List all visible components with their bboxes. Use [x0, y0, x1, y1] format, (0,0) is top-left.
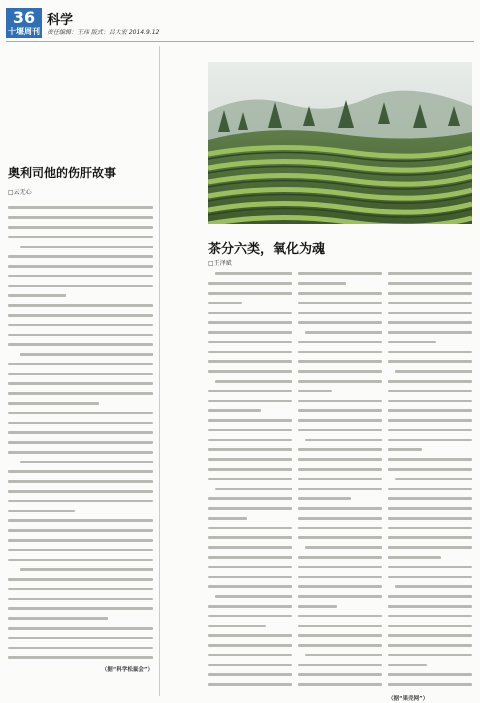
- text-line: [208, 527, 292, 534]
- text-line: [208, 419, 292, 426]
- text-line: [8, 441, 153, 448]
- text-line: [8, 206, 153, 213]
- text-line: [388, 673, 472, 680]
- text-line: [388, 458, 472, 465]
- text-line: [8, 314, 153, 321]
- text-line: [388, 566, 472, 573]
- text-line: [388, 272, 472, 279]
- text-line: [388, 488, 472, 495]
- text-line: [388, 517, 472, 524]
- text-line: [298, 576, 382, 583]
- text-line: [208, 292, 292, 299]
- text-line: [388, 360, 472, 367]
- text-line: [388, 556, 472, 563]
- text-line: [298, 654, 382, 661]
- text-line: [388, 429, 472, 436]
- text-line: [388, 478, 472, 485]
- text-line: [298, 331, 382, 338]
- text-line: [298, 527, 382, 534]
- text-line: [208, 341, 292, 348]
- text-line: [8, 285, 153, 292]
- text-line: [208, 429, 292, 436]
- text-line: [388, 312, 472, 319]
- text-line: [208, 439, 292, 446]
- text-line: [298, 488, 382, 495]
- text-line: [208, 458, 292, 465]
- text-line: [388, 390, 472, 397]
- text-line: [8, 392, 153, 399]
- text-line: [208, 272, 292, 279]
- page-header: [0, 0, 480, 42]
- right-article-title: 茶分六类，氧化为魂: [208, 242, 326, 257]
- right-article-source: （据“果壳网”）: [388, 696, 429, 702]
- text-line: [298, 448, 382, 455]
- text-line: [208, 546, 292, 553]
- text-line: [298, 380, 382, 387]
- text-line: [8, 549, 153, 556]
- text-line: [298, 458, 382, 465]
- text-line: [208, 409, 292, 416]
- text-line: [388, 292, 472, 299]
- text-line: [8, 353, 153, 360]
- text-line: [208, 576, 292, 583]
- text-line: [8, 363, 153, 370]
- text-line: [298, 605, 382, 612]
- text-line: [298, 351, 382, 358]
- text-line: [8, 265, 153, 272]
- column-divider: [159, 46, 160, 696]
- text-line: [388, 664, 472, 671]
- text-line: [8, 500, 153, 507]
- left-article-author: □云无心: [8, 189, 32, 196]
- text-line: [388, 341, 472, 348]
- text-line: [298, 468, 382, 475]
- text-line: [208, 370, 292, 377]
- left-article-title: 奥利司他的伤肝故事: [8, 166, 117, 180]
- text-line: [388, 439, 472, 446]
- text-line: [388, 370, 472, 377]
- text-line: [388, 634, 472, 641]
- text-line: [208, 478, 292, 485]
- text-line: [8, 304, 153, 311]
- text-line: [388, 448, 472, 455]
- text-line: [8, 373, 153, 380]
- text-line: [298, 321, 382, 328]
- text-line: [8, 431, 153, 438]
- text-line: [298, 546, 382, 553]
- tea-plantation-photo: [208, 62, 472, 224]
- right-article-column-1: [208, 270, 292, 690]
- text-line: [298, 478, 382, 485]
- text-line: [8, 412, 153, 419]
- text-line: [208, 331, 292, 338]
- text-line: [298, 595, 382, 602]
- text-line: [8, 275, 153, 282]
- text-line: [298, 664, 382, 671]
- text-line: [208, 488, 292, 495]
- text-line: [388, 615, 472, 622]
- text-line: [388, 400, 472, 407]
- page-badge: [6, 8, 42, 38]
- text-line: [8, 627, 153, 634]
- text-line: [208, 517, 292, 524]
- text-line: [388, 409, 472, 416]
- text-line: [208, 536, 292, 543]
- text-line: [208, 556, 292, 563]
- text-line: [298, 556, 382, 563]
- text-line: [388, 507, 472, 514]
- text-line: [388, 605, 472, 612]
- text-line: [8, 382, 153, 389]
- text-line: [208, 566, 292, 573]
- text-line: [208, 312, 292, 319]
- text-line: [208, 468, 292, 475]
- text-line: [298, 439, 382, 446]
- text-line: [8, 255, 153, 262]
- text-line: [388, 536, 472, 543]
- text-line: [8, 216, 153, 223]
- text-line: [8, 470, 153, 477]
- text-line: [208, 673, 292, 680]
- text-line: [8, 588, 153, 595]
- text-line: [8, 461, 153, 468]
- text-line: [8, 294, 153, 301]
- text-line: [208, 605, 292, 612]
- text-line: [8, 324, 153, 331]
- text-line: [298, 419, 382, 426]
- text-line: [388, 351, 472, 358]
- left-article: [8, 165, 153, 673]
- text-line: [208, 400, 292, 407]
- text-line: [388, 585, 472, 592]
- text-line: [208, 634, 292, 641]
- text-line: [388, 683, 472, 690]
- text-line: [298, 615, 382, 622]
- text-line: [388, 527, 472, 534]
- paper-name: 十堰周刊: [8, 27, 40, 36]
- text-line: [8, 617, 153, 624]
- section-title: 科学: [47, 13, 74, 28]
- text-line: [388, 654, 472, 661]
- text-line: [8, 422, 153, 429]
- page-number: 36: [12, 8, 36, 27]
- text-line: [208, 351, 292, 358]
- text-line: [388, 546, 472, 553]
- text-line: [298, 400, 382, 407]
- editor-credits: 责任编辑：王玮 版式：吕大宏 2014.9.12: [47, 29, 160, 36]
- right-article-column-3: [388, 270, 472, 690]
- left-article-source: （据“科学松鼠会”）: [101, 667, 153, 673]
- text-line: [388, 419, 472, 426]
- text-line: [298, 625, 382, 632]
- text-line: [298, 390, 382, 397]
- text-line: [8, 647, 153, 654]
- text-line: [298, 409, 382, 416]
- text-line: [298, 292, 382, 299]
- text-line: [388, 380, 472, 387]
- text-line: [8, 226, 153, 233]
- text-line: [298, 360, 382, 367]
- right-article-author: □王泽斌: [208, 260, 232, 267]
- text-line: [388, 644, 472, 651]
- text-line: [8, 637, 153, 644]
- text-line: [298, 312, 382, 319]
- text-line: [8, 529, 153, 536]
- text-line: [208, 644, 292, 651]
- text-line: [208, 448, 292, 455]
- text-line: [8, 402, 153, 409]
- text-line: [8, 568, 153, 575]
- text-line: [388, 576, 472, 583]
- text-line: [388, 595, 472, 602]
- text-line: [298, 282, 382, 289]
- text-line: [208, 595, 292, 602]
- right-article-column-2: [298, 270, 382, 690]
- text-line: [388, 302, 472, 309]
- text-line: [8, 236, 153, 243]
- text-line: [8, 607, 153, 614]
- text-line: [208, 615, 292, 622]
- text-line: [208, 321, 292, 328]
- text-line: [388, 497, 472, 504]
- text-line: [298, 634, 382, 641]
- text-line: [8, 451, 153, 458]
- text-line: [8, 490, 153, 497]
- text-line: [298, 429, 382, 436]
- text-line: [298, 302, 382, 309]
- text-line: [388, 321, 472, 328]
- text-line: [8, 656, 153, 662]
- left-article-body: [8, 204, 153, 662]
- text-line: [208, 302, 292, 309]
- text-line: [298, 644, 382, 651]
- text-line: [388, 282, 472, 289]
- text-line: [208, 390, 292, 397]
- text-line: [208, 654, 292, 661]
- text-line: [8, 480, 153, 487]
- text-line: [298, 585, 382, 592]
- text-line: [298, 497, 382, 504]
- text-line: [208, 683, 292, 690]
- text-line: [298, 272, 382, 279]
- text-line: [388, 468, 472, 475]
- text-line: [298, 683, 382, 690]
- text-line: [298, 673, 382, 680]
- text-line: [8, 343, 153, 350]
- text-line: [208, 625, 292, 632]
- text-line: [298, 517, 382, 524]
- text-line: [208, 380, 292, 387]
- text-line: [298, 370, 382, 377]
- text-line: [208, 664, 292, 671]
- header-divider: [6, 41, 474, 42]
- text-line: [8, 559, 153, 566]
- text-line: [298, 566, 382, 573]
- text-line: [298, 507, 382, 514]
- text-line: [8, 598, 153, 605]
- text-line: [208, 282, 292, 289]
- text-line: [298, 341, 382, 348]
- text-line: [8, 519, 153, 526]
- text-line: [8, 510, 153, 517]
- text-line: [208, 360, 292, 367]
- text-line: [298, 536, 382, 543]
- text-line: [8, 246, 153, 253]
- text-line: [208, 507, 292, 514]
- text-line: [8, 539, 153, 546]
- text-line: [388, 331, 472, 338]
- text-line: [388, 625, 472, 632]
- text-line: [8, 578, 153, 585]
- text-line: [208, 585, 292, 592]
- text-line: [8, 334, 153, 341]
- text-line: [208, 497, 292, 504]
